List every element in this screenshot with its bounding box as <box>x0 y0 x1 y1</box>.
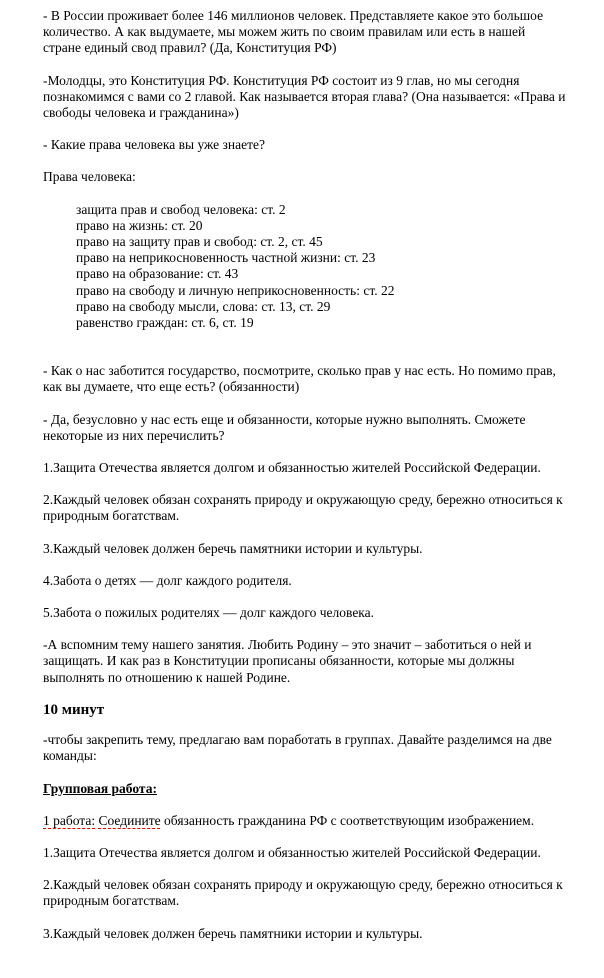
list-item: защита прав и свобод человека: ст. 2 <box>76 201 286 217</box>
list-item: право на неприкосновенность частной жизни: ст. 23 <box>76 250 376 266</box>
paragraph: 5.Забота о пожилых родителях — долг каждого человека. <box>43 605 375 621</box>
paragraph: - Да, безусловно у нас есть еще и обязанности, которые нужно выполнять. Сможете некоторые из них перечислить? <box>43 411 526 443</box>
spellcheck-text-segment: Соедините <box>98 812 161 828</box>
text-segment: обязанность гражданина РФ с соответствующим изображением. <box>160 812 535 828</box>
paragraph: 3.Каждый человек должен беречь памятники истории и культуры. <box>43 925 423 941</box>
paragraph: 3.Каждый человек должен беречь памятники истории и культуры. <box>43 540 423 556</box>
list-item: право на образование: ст. 43 <box>76 266 239 282</box>
paragraph: - В России проживает более 146 миллионов человек. Представляете какое это большое количество. А как выдумаете, мы можем жить по своим правилам или есть в нашей стране единый свод правил? (Да, Конституция РФ) <box>43 8 544 56</box>
list-item: право на свободу мысли, слова: ст. 13, ст. 29 <box>76 298 331 314</box>
paragraph: -А вспомним тему нашего занятия. Любить Родину – это значит – заботиться о ней и защищать. И как раз в Конституции прописаны обязанности, которые мы должны выполнять по отношению к нашей Родине. <box>43 637 532 685</box>
paragraph: 2.Каждый человек обязан сохранять природу и окружающую среду, бережно относиться к природным богатствам. <box>43 492 563 524</box>
paragraph: 1.Защита Отечества является долгом и обязанностью жителей Российской Федерации. <box>43 460 541 476</box>
list-item: право на свободу и личную неприкосновенность: ст. 22 <box>76 282 395 298</box>
section-heading: 10 минут <box>43 701 105 718</box>
document-body <box>43 8 566 942</box>
spellcheck-text-segment: 1 работа: <box>43 812 96 828</box>
paragraph <box>43 813 566 829</box>
section-heading: Групповая работа: <box>43 780 157 796</box>
paragraph: 2.Каждый человек обязан сохранять природу и окружающую среду, бережно относиться к природным богатствам. <box>43 877 563 909</box>
paragraph: 1.Защита Отечества является долгом и обязанностью жителей Российской Федерации. <box>43 844 541 860</box>
list-item: право на жизнь: ст. 20 <box>76 217 203 233</box>
paragraph: Права человека: <box>43 169 136 185</box>
paragraph: - Как о нас заботится государство, посмотрите, сколько прав у нас есть. Но помимо прав, как вы думаете, что еще есть? (обязанности) <box>43 363 556 395</box>
paragraph: - Какие права человека вы уже знаете? <box>43 137 265 153</box>
paragraph: 4.Забота о детях — долг каждого родителя. <box>43 572 292 588</box>
paragraph: -Молодцы, это Конституция РФ. Конституция РФ состоит из 9 глав, но мы сегодня познакомимся с вами со 2 главой. Как называется вторая глава? (Она называется: «Права и свободы человека и гражданина») <box>43 72 566 121</box>
rights-list <box>43 202 566 332</box>
list-item: равенство граждан: ст. 6, ст. 19 <box>76 315 254 331</box>
paragraph: -чтобы закрепить тему, предлагаю вам поработать в группах. Давайте разделимся на две команды: <box>43 732 552 764</box>
list-item: право на защиту прав и свобод: ст. 2, ст. 45 <box>76 234 323 250</box>
